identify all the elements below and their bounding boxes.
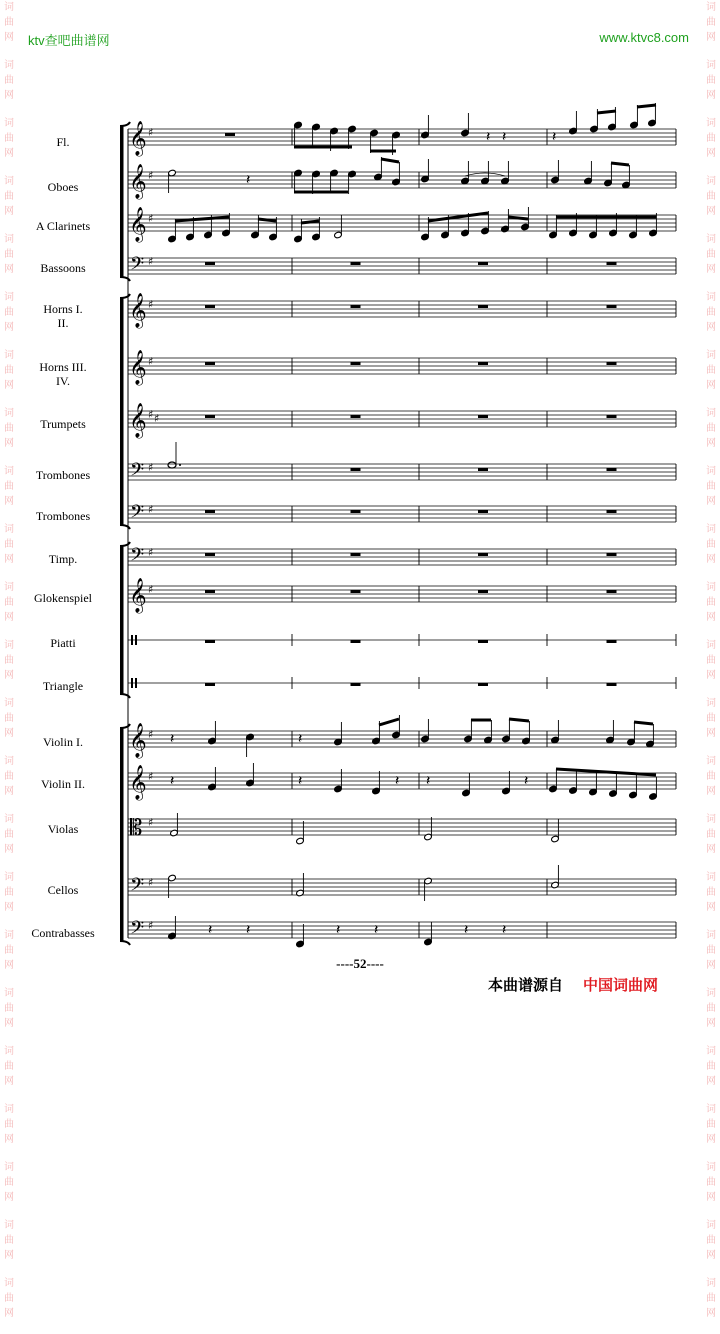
side-char: 词 xyxy=(706,466,716,477)
side-char: 曲 xyxy=(4,133,14,144)
side-char: 曲 xyxy=(4,75,14,86)
bracket-hook xyxy=(120,941,130,945)
side-char: 曲 xyxy=(706,191,716,202)
side-char: 曲 xyxy=(4,423,14,434)
side-char: 词 xyxy=(706,176,716,187)
system-bracket xyxy=(120,728,124,941)
side-char: 曲 xyxy=(706,1003,716,1014)
side-char: 网 xyxy=(4,90,14,101)
bass-clef-icon: 𝄢 xyxy=(130,545,145,570)
note-beam xyxy=(379,719,399,725)
instrument-name: Timp. xyxy=(48,552,78,566)
side-char: 曲 xyxy=(706,597,716,608)
whole-rest xyxy=(205,362,215,365)
side-char: 网 xyxy=(4,1018,14,1029)
side-char: 曲 xyxy=(4,539,14,550)
instrument-name: Trombones xyxy=(35,468,91,482)
instrument-name: Violas xyxy=(47,822,79,836)
side-char: 网 xyxy=(706,1250,716,1261)
side-char: 词 xyxy=(4,524,14,535)
side-char: 词 xyxy=(4,698,14,709)
side-char: 网 xyxy=(4,380,14,391)
whole-rest xyxy=(351,510,361,513)
side-char: 词 xyxy=(4,176,14,187)
side-char: 网 xyxy=(706,844,716,855)
side-char: 词 xyxy=(4,930,14,941)
side-char: 网 xyxy=(706,1076,716,1087)
quarter-rest: 𝄽 xyxy=(246,922,251,938)
side-char: 词 xyxy=(706,872,716,883)
bass-clef-icon: 𝄢 xyxy=(130,875,145,900)
site-name-left: ktv查吧曲谱网 xyxy=(28,33,110,48)
side-char: 网 xyxy=(706,1018,716,1029)
quarter-rest: 𝄽 xyxy=(298,773,303,789)
note-dot xyxy=(179,464,181,466)
instrument-label xyxy=(8,219,118,233)
side-char: 网 xyxy=(706,90,716,101)
instrument-name: Oboes xyxy=(47,180,79,194)
side-char: 网 xyxy=(4,1076,14,1087)
side-char: 词 xyxy=(4,2,14,13)
instrument-label xyxy=(8,679,118,693)
instrument-label xyxy=(8,822,118,836)
side-char: 曲 xyxy=(706,1119,716,1130)
side-char: 网 xyxy=(706,1308,716,1319)
side-char: 网 xyxy=(4,206,14,217)
side-char: 网 xyxy=(4,1134,14,1145)
instrument-label xyxy=(8,735,118,749)
side-char: 网 xyxy=(4,438,14,449)
percussion-clef-icon xyxy=(131,678,133,688)
whole-rest xyxy=(351,590,361,593)
side-char: 网 xyxy=(706,264,716,275)
side-char: 词 xyxy=(706,698,716,709)
side-char: 词 xyxy=(706,2,716,13)
side-char: 曲 xyxy=(4,481,14,492)
side-char: 网 xyxy=(706,1134,716,1145)
side-char: 曲 xyxy=(4,829,14,840)
bass-clef-icon: 𝄢 xyxy=(130,460,145,485)
whole-rest xyxy=(205,553,215,556)
instrument-label xyxy=(8,360,118,388)
whole-rest xyxy=(478,468,488,471)
side-char: 词 xyxy=(706,1278,716,1289)
sharp-icon: ♯ xyxy=(148,355,154,368)
whole-rest xyxy=(478,553,488,556)
whole-rest xyxy=(607,553,617,556)
sharp-icon: ♯ xyxy=(148,255,154,268)
side-char: 词 xyxy=(706,524,716,535)
note-beam xyxy=(428,213,488,221)
sharp-icon: ♯ xyxy=(148,212,154,225)
quarter-rest: 𝄽 xyxy=(552,129,557,145)
note-beam xyxy=(258,219,276,221)
page-number: ----52---- xyxy=(336,956,384,971)
whole-rest xyxy=(351,553,361,556)
side-char: 曲 xyxy=(706,655,716,666)
side-char: 网 xyxy=(4,322,14,333)
treble-clef-icon: 𝄞 xyxy=(129,164,147,199)
whole-rest xyxy=(607,362,617,365)
side-char: 曲 xyxy=(706,945,716,956)
whole-rest xyxy=(351,640,361,643)
treble-clef-icon: 𝄞 xyxy=(129,723,147,758)
instrument-label xyxy=(8,636,118,650)
instrument-label xyxy=(8,552,118,566)
whole-rest xyxy=(205,590,215,593)
side-char: 曲 xyxy=(706,249,716,260)
side-char: 词 xyxy=(706,1220,716,1231)
side-char: 网 xyxy=(4,612,14,623)
side-char: 曲 xyxy=(706,829,716,840)
sharp-icon: ♯ xyxy=(148,546,154,559)
side-char: 词 xyxy=(4,1046,14,1057)
side-char: 网 xyxy=(706,554,716,565)
side-char: 网 xyxy=(706,380,716,391)
instrument-name: Piatti xyxy=(50,636,76,650)
whole-rest xyxy=(205,262,215,265)
side-char: 网 xyxy=(706,438,716,449)
side-char: 曲 xyxy=(4,597,14,608)
side-char: 曲 xyxy=(706,75,716,86)
side-char: 网 xyxy=(4,264,14,275)
treble-clef-icon: 𝄞 xyxy=(129,121,147,156)
side-char: 词 xyxy=(4,814,14,825)
instrument-name: A Clarinets xyxy=(35,219,91,233)
whole-rest xyxy=(351,415,361,418)
whole-rest xyxy=(205,305,215,308)
side-char: 曲 xyxy=(706,887,716,898)
quarter-rest: 𝄽 xyxy=(524,773,529,789)
side-char: 曲 xyxy=(4,1293,14,1304)
side-char: 词 xyxy=(706,1104,716,1115)
side-char: 词 xyxy=(4,234,14,245)
instrument-name: Trumpets xyxy=(40,417,86,431)
whole-rest xyxy=(205,510,215,513)
sharp-icon: ♯ xyxy=(148,876,154,889)
side-char: 网 xyxy=(4,844,14,855)
side-char: 曲 xyxy=(706,1293,716,1304)
source-credit xyxy=(488,974,658,995)
side-char: 网 xyxy=(4,554,14,565)
side-char: 网 xyxy=(4,32,14,43)
whole-rest xyxy=(351,262,361,265)
sharp-icon: ♯ xyxy=(148,583,154,596)
side-char: 曲 xyxy=(4,365,14,376)
side-char: 词 xyxy=(706,640,716,651)
bass-clef-icon: 𝄢 xyxy=(130,918,145,943)
instrument-label xyxy=(8,135,118,149)
sharp-icon: ♯ xyxy=(148,503,154,516)
source-label: 本曲谱源自 xyxy=(488,976,564,994)
whole-rest xyxy=(205,683,215,686)
instrument-label xyxy=(8,468,118,482)
sharp-icon: ♯ xyxy=(148,728,154,741)
whole-rest xyxy=(205,640,215,643)
side-char: 词 xyxy=(4,118,14,129)
system-bracket xyxy=(120,126,124,277)
side-char: 词 xyxy=(4,1162,14,1173)
side-char: 曲 xyxy=(4,17,14,28)
whole-rest xyxy=(351,683,361,686)
instrument-name: Bassoons xyxy=(40,261,86,275)
side-char: 曲 xyxy=(4,771,14,782)
percussion-clef-icon xyxy=(131,635,133,645)
site-url-right[interactable]: www.ktvc8.com xyxy=(599,30,689,45)
side-char: 曲 xyxy=(706,1235,716,1246)
instrument-label xyxy=(8,926,118,940)
side-char: 词 xyxy=(706,350,716,361)
side-char: 词 xyxy=(4,872,14,883)
sharp-icon: ♯ xyxy=(148,816,154,829)
instrument-name: Cellos xyxy=(47,883,79,897)
quarter-rest: 𝄽 xyxy=(464,922,469,938)
whole-rest xyxy=(607,468,617,471)
side-char: 词 xyxy=(4,640,14,651)
treble-clef-icon: 𝄞 xyxy=(129,578,147,613)
side-char: 词 xyxy=(706,756,716,767)
side-char: 词 xyxy=(4,988,14,999)
side-char: 曲 xyxy=(4,1235,14,1246)
whole-rest xyxy=(478,415,488,418)
side-char: 词 xyxy=(4,466,14,477)
side-char: 网 xyxy=(706,1192,716,1203)
tie xyxy=(465,173,505,176)
instrument-name: Triangle xyxy=(42,679,84,693)
instrument-label xyxy=(8,261,118,275)
treble-clef-icon: 𝄞 xyxy=(129,293,147,328)
side-char: 曲 xyxy=(4,1177,14,1188)
side-char: 曲 xyxy=(706,423,716,434)
whole-rest xyxy=(607,590,617,593)
side-char: 词 xyxy=(4,1104,14,1115)
side-char: 词 xyxy=(4,350,14,361)
side-char: 词 xyxy=(706,292,716,303)
side-char: 曲 xyxy=(706,1177,716,1188)
side-char: 词 xyxy=(706,118,716,129)
note-beam xyxy=(381,159,399,162)
whole-rest xyxy=(478,362,488,365)
bass-clef-icon: 𝄢 xyxy=(130,254,145,279)
side-char: 网 xyxy=(4,728,14,739)
side-char: 曲 xyxy=(4,713,14,724)
note-beam xyxy=(509,719,529,721)
bass-clef-icon: 𝄢 xyxy=(130,502,145,527)
side-char: 词 xyxy=(4,1278,14,1289)
side-char: 网 xyxy=(4,496,14,507)
side-char: 曲 xyxy=(4,1061,14,1072)
sharp-icon: ♯ xyxy=(148,919,154,932)
side-char: 网 xyxy=(4,1192,14,1203)
instrument-label xyxy=(8,777,118,791)
side-char: 曲 xyxy=(4,249,14,260)
whole-rest xyxy=(351,305,361,308)
quarter-rest: 𝄽 xyxy=(395,773,400,789)
side-char: 词 xyxy=(4,1220,14,1231)
quarter-rest: 𝄽 xyxy=(336,922,341,938)
side-char: 网 xyxy=(4,960,14,971)
side-char: 词 xyxy=(706,1046,716,1057)
instrument-label xyxy=(8,509,118,523)
whole-rest xyxy=(478,683,488,686)
percussion-clef-icon xyxy=(135,678,137,688)
note-beam xyxy=(597,111,616,113)
whole-rest xyxy=(225,133,235,136)
sharp-icon: ♯ xyxy=(148,126,154,139)
side-char: 曲 xyxy=(4,307,14,318)
alto-clef-icon: 𝄡 xyxy=(130,816,143,841)
quarter-rest: 𝄽 xyxy=(246,172,251,188)
side-char: 词 xyxy=(706,1162,716,1173)
whole-rest xyxy=(607,640,617,643)
whole-rest xyxy=(607,510,617,513)
side-char: 网 xyxy=(706,786,716,797)
treble-clef-icon: 𝄞 xyxy=(129,765,147,800)
side-char: 曲 xyxy=(4,887,14,898)
quarter-rest: 𝄽 xyxy=(298,731,303,747)
quarter-rest: 𝄽 xyxy=(170,773,175,789)
side-char: 网 xyxy=(4,1308,14,1319)
quarter-rest: 𝄽 xyxy=(426,773,431,789)
quarter-rest: 𝄽 xyxy=(486,129,491,145)
whole-rest xyxy=(607,415,617,418)
side-char: 曲 xyxy=(706,481,716,492)
source-site[interactable]: 中国词曲网 xyxy=(583,976,659,994)
instrument-name: Contrabasses xyxy=(31,926,95,940)
side-char: 曲 xyxy=(706,307,716,318)
side-char: 词 xyxy=(706,814,716,825)
note-beam xyxy=(508,217,528,219)
percussion-clef-icon xyxy=(135,635,137,645)
whole-rest xyxy=(351,468,361,471)
side-char: 网 xyxy=(706,728,716,739)
side-char: 网 xyxy=(706,902,716,913)
note-beam xyxy=(301,221,319,223)
sharp-icon: ♯ xyxy=(148,461,154,474)
quarter-rest: 𝄽 xyxy=(170,731,175,747)
side-char: 网 xyxy=(4,902,14,913)
side-char: 曲 xyxy=(706,1061,716,1072)
instrument-name-line2: II. xyxy=(57,316,69,330)
sharp-icon: ♯ xyxy=(148,169,154,182)
side-char: 词 xyxy=(4,408,14,419)
instrument-label xyxy=(8,180,118,194)
side-char: 曲 xyxy=(4,945,14,956)
side-char: 网 xyxy=(4,786,14,797)
whole-rest xyxy=(205,415,215,418)
side-char: 曲 xyxy=(706,17,716,28)
side-char: 网 xyxy=(706,148,716,159)
side-char: 曲 xyxy=(706,771,716,782)
note-beam xyxy=(611,163,629,165)
side-char: 曲 xyxy=(4,655,14,666)
whole-rest xyxy=(478,590,488,593)
whole-rest xyxy=(478,510,488,513)
whole-rest xyxy=(478,262,488,265)
instrument-label xyxy=(8,417,118,431)
note-beam xyxy=(175,217,229,221)
sharp-icon: ♯ xyxy=(148,770,154,783)
instrument-name: Horns III. xyxy=(39,360,87,374)
side-char: 词 xyxy=(706,582,716,593)
instrument-name: Violin I. xyxy=(43,735,83,749)
whole-rest xyxy=(478,640,488,643)
treble-clef-icon: 𝄞 xyxy=(129,403,147,438)
instrument-name: Violin II. xyxy=(41,777,85,791)
side-char: 词 xyxy=(4,756,14,767)
instrument-name: Trombones xyxy=(35,509,91,523)
instrument-name-line2: IV. xyxy=(55,374,71,388)
side-char: 网 xyxy=(706,322,716,333)
instrument-name: Fl. xyxy=(56,135,70,149)
system-bracket xyxy=(120,546,124,694)
side-char: 曲 xyxy=(706,133,716,144)
sharp-icon: ♯ xyxy=(148,298,154,311)
side-char: 网 xyxy=(706,496,716,507)
side-char: 网 xyxy=(4,670,14,681)
side-char: 网 xyxy=(706,960,716,971)
side-char: 网 xyxy=(4,1250,14,1261)
side-char: 网 xyxy=(706,206,716,217)
side-char: 网 xyxy=(706,670,716,681)
side-char: 词 xyxy=(4,60,14,71)
side-char: 词 xyxy=(706,234,716,245)
system-bracket xyxy=(120,298,124,525)
whole-rest xyxy=(607,683,617,686)
sharp-icon: ♯ xyxy=(154,412,160,425)
side-char: 曲 xyxy=(4,191,14,202)
whole-rest xyxy=(351,362,361,365)
side-char: 词 xyxy=(706,408,716,419)
quarter-rest: 𝄽 xyxy=(208,922,213,938)
note-beam xyxy=(637,105,656,107)
instrument-label xyxy=(8,883,118,897)
instrument-name: Glokenspiel xyxy=(34,591,92,605)
instrument-label xyxy=(8,302,118,330)
whole-rest xyxy=(607,305,617,308)
treble-clef-icon: 𝄞 xyxy=(129,207,147,242)
sharp-icon: ♯ xyxy=(148,408,154,421)
side-char: 词 xyxy=(706,60,716,71)
note-beam xyxy=(634,722,653,724)
side-char: 曲 xyxy=(706,713,716,724)
side-char: 网 xyxy=(706,612,716,623)
treble-clef-icon: 𝄞 xyxy=(129,350,147,385)
side-char: 曲 xyxy=(4,1003,14,1014)
instrument-label xyxy=(8,591,118,605)
side-char: 词 xyxy=(4,582,14,593)
quarter-rest: 𝄽 xyxy=(502,129,507,145)
whole-rest xyxy=(478,305,488,308)
whole-rest xyxy=(607,262,617,265)
note-head xyxy=(168,462,176,468)
side-char: 曲 xyxy=(706,365,716,376)
quarter-rest: 𝄽 xyxy=(374,922,379,938)
note-beam xyxy=(556,769,656,775)
side-char: 词 xyxy=(706,988,716,999)
quarter-rest: 𝄽 xyxy=(502,922,507,938)
side-char: 网 xyxy=(4,148,14,159)
side-char: 网 xyxy=(706,32,716,43)
side-char: 词 xyxy=(706,930,716,941)
side-char: 曲 xyxy=(706,539,716,550)
side-char: 曲 xyxy=(4,1119,14,1130)
side-char: 词 xyxy=(4,292,14,303)
instrument-name: Horns I. xyxy=(43,302,83,316)
